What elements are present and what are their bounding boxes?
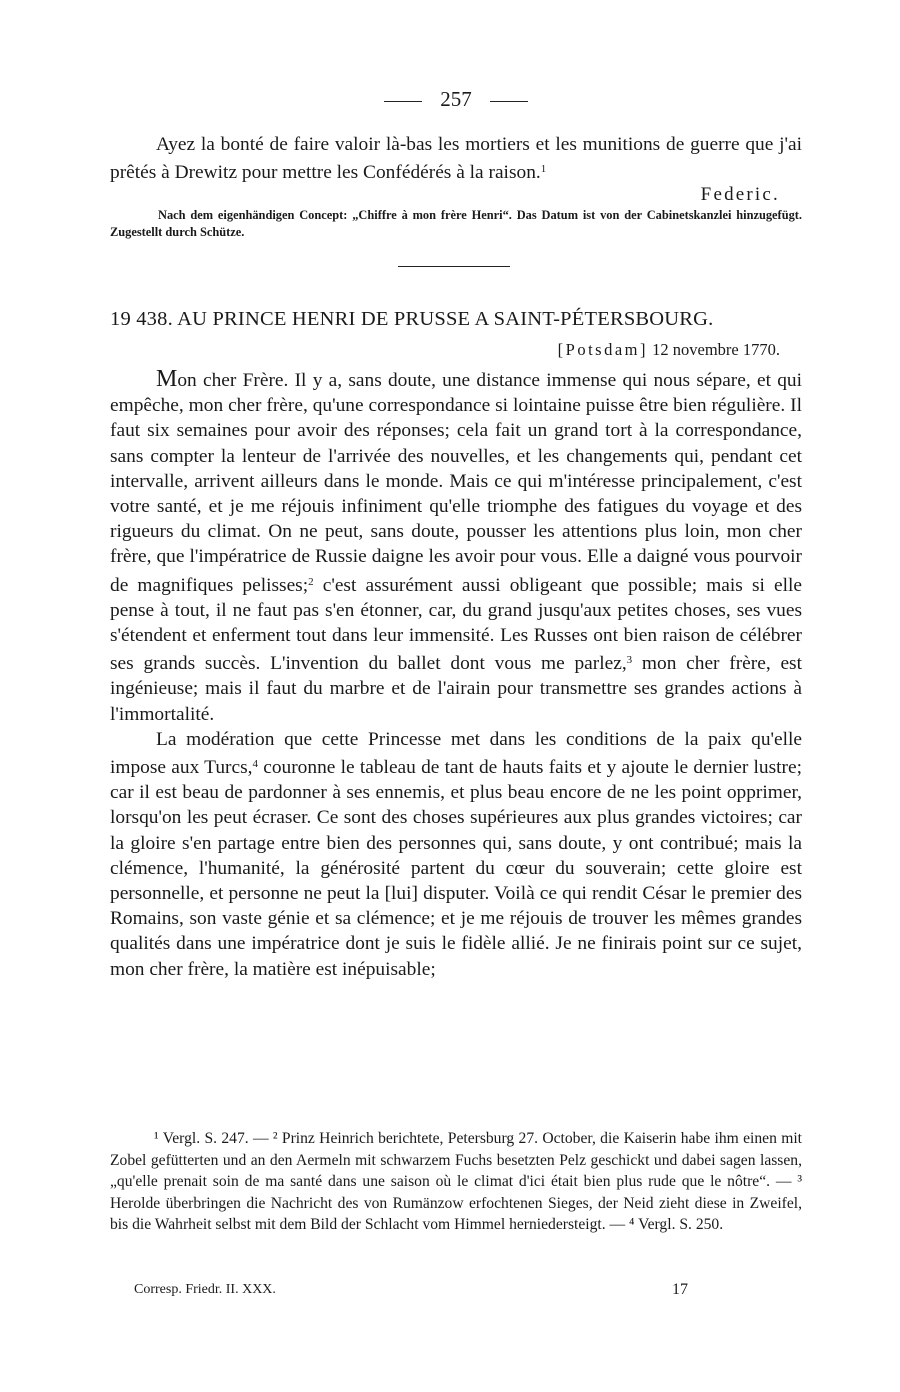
footnote-ref-3: 3 — [626, 654, 633, 667]
source-note — [110, 207, 802, 241]
previous-letter-closing — [110, 132, 802, 185]
letter-title: AU PRINCE HENRI DE PRUSSE A SAINT-PÉTERSBOURG. — [177, 308, 714, 330]
sheet-number: 17 — [672, 1281, 688, 1298]
letter-number: 19 438. — [110, 308, 173, 330]
page-number: 257 — [440, 87, 472, 111]
footnotes-text: ¹ Vergl. S. 247. — ² Prinz Heinrich berichtete, Petersburg 27. October, die Kaiserin habe ihm einen mit Zobel gefütterten und an den Aermeln mit schwarzem Fuchs besetzten Pelz geschickt und dabei sagen lassen, „qu'elle prenait soin de ma santé dans une saison où le climat d'ici était bien plus rude que le nôtre“. — ³ Herolde überbringen die Nachricht des von Rumänzow erfochtenen Sieges, der Neid zieht diese in Zweifel, bis die Wahrheit selbst mit dem Bild der Schlacht vom Himmel herniedersteigt. — ⁴ Vergl. S. 250. — [110, 1130, 802, 1233]
paragraph-2-part-b: couronne le tableau de tant de hauts faits et y ajoute le dernier lustre; car il est beau de pardonner à ses ennemis, et plus beau encore de ne les point opprimer, lorsqu'on les peut écraser. Ce sont des choses supérieures aux plus grandes victoires; car la gloire s'en partage entre bien des personnes qui, sans doute, y ont contribué; mais la clémence, l'humanité, la générosité partent du cœur du souverain; cette gloire est personnelle, et personne ne peut la [lui] disputer. Voilà ce qui rendit César le premier des Romains, son vaste génie et sa clémence; et je me réjouis de trouver les mêmes grandes qualités dans une impératrice dont je suis le fidèle allié. Je ne finirais point sur ce sujet, mon cher frère, la matière est inépuisable; — [110, 757, 803, 980]
initial-letter: M — [156, 366, 178, 392]
paragraph-1-part-b: c'est assurément aussi obligeant que possible; mais si elle pense à tout, il ne faut pas s'en étonner, car, du grand jusqu'aux petites choses, ses vues s'étendent et enferment tout dans leur immensité. Les Russes ont bien raison de célébrer ses grands succès. L'invention du ballet dont vous me parlez, — [110, 574, 802, 675]
footnote-ref-1: 1 — [540, 163, 547, 176]
letter-place: [Potsdam] — [557, 340, 649, 359]
letter-dateline — [558, 340, 780, 360]
section-divider — [398, 266, 510, 267]
footer-source: Corresp. Friedr. II. XXX. — [134, 1282, 276, 1297]
footnote-ref-4: 4 — [252, 758, 258, 771]
source-note-text: Nach dem eigenhändigen Concept: „Chiffre à mon frère Henri“. Das Datum ist von der Cabinetskanzlei hinzugefügt. Zugestellt durch Schütze. — [110, 208, 802, 239]
signature: Federic. — [700, 184, 780, 205]
letter-date: 12 novembre 1770. — [652, 340, 780, 359]
paragraph-2-part-a: La modération que cette Princesse met dans les conditions de la paix qu'elle impose aux Turcs, — [110, 728, 802, 779]
page-header — [110, 86, 802, 112]
closing-paragraph — [110, 132, 802, 185]
letter-body — [110, 367, 802, 982]
paragraph-1-part-c: mon cher frère, est ingénieuse; mais il faut du marbre et de l'airain pour transmettre ses grandes actions à l'immortalité. — [110, 653, 802, 725]
header-dash-right — [490, 101, 528, 102]
footnote-ref-2: 2 — [308, 575, 314, 588]
header-dash-left — [384, 101, 422, 102]
footnotes — [110, 1128, 802, 1236]
letter-paragraph-2 — [110, 727, 802, 982]
letter-heading — [110, 308, 802, 331]
paragraph-1-part-a: on cher Frère. Il y a, sans doute, une distance immense qui nous sépare, et qui empêche, mon cher frère, qu'une correspondance si lointaine puisse être bien régulière. Il faut six semaines pour avoir des réponses; cela fait un grand tort à la correspondance, sans compter la lenteur de l'arrivée des nouvelles, et les changements qui, pendant cet intervalle, arrivent ailleurs dans le monde. Mais ce qui m'intéresse principalement, c'est votre santé, et je me réjouis infiniment qu'elle triomphe des fatigues du voyage et des rigueurs du climat. On ne peut, sans doute, pousser les attentions plus loin, mon cher frère, que l'impératrice de Russie daigne les avoir pour vous. Elle a daigné vous pourvoir de magnifiques pelisses; — [110, 370, 802, 596]
closing-text: Ayez la bonté de faire valoir là-bas les mortiers et les munitions de guerre que j'ai prêtés à Drewitz pour mettre les Confédérés à la raison. — [110, 134, 802, 184]
letter-paragraph-1 — [110, 367, 802, 727]
page-footer — [134, 1282, 794, 1298]
